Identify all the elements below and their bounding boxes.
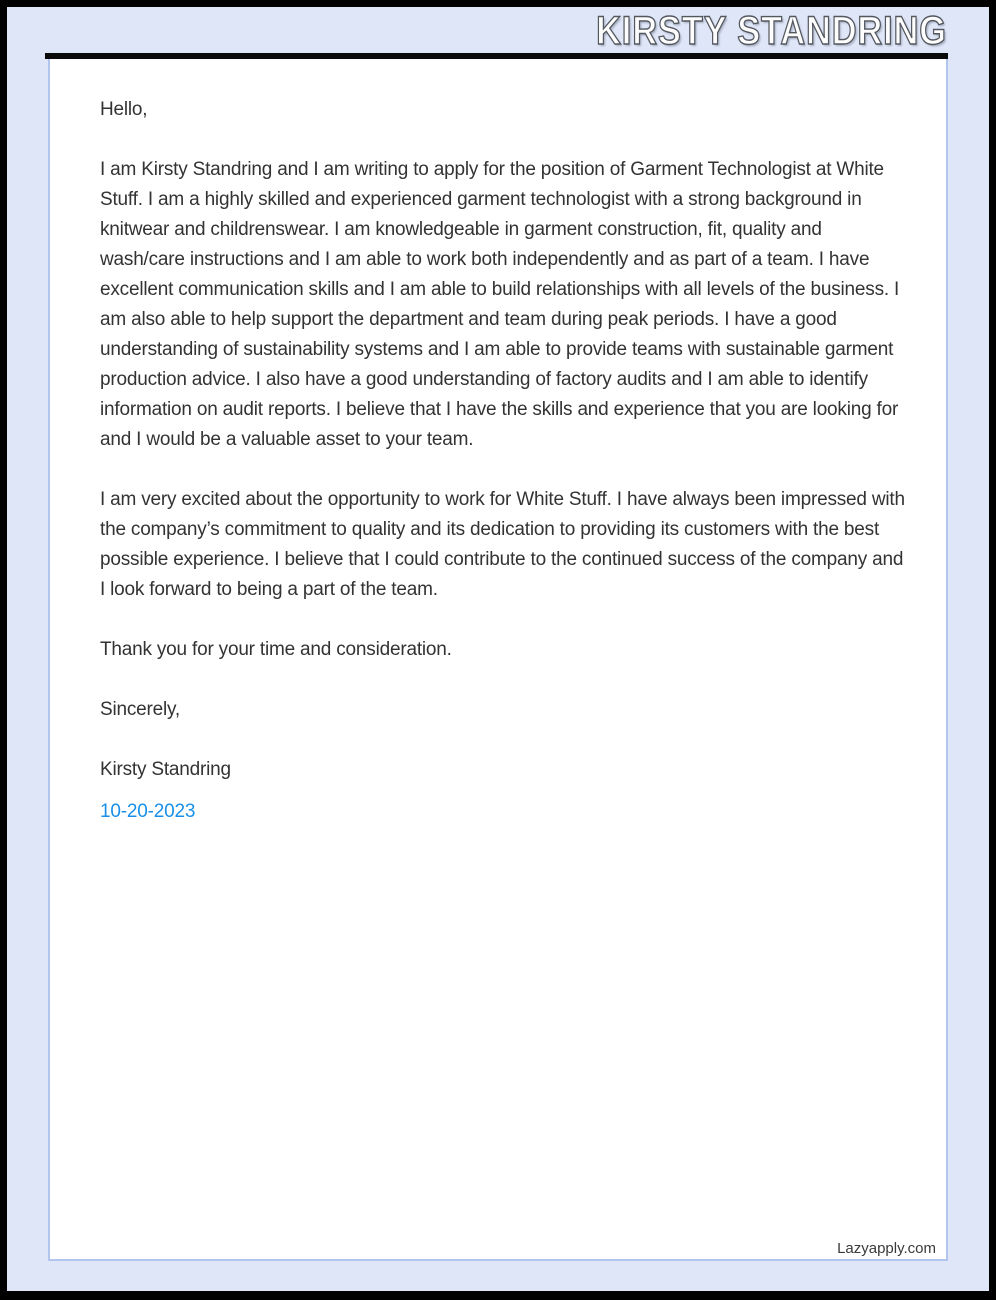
- applicant-name-heading: KIRSTY STANDRING: [596, 9, 947, 53]
- watermark-link[interactable]: Lazyapply.com: [837, 1240, 936, 1257]
- signoff-text: Sincerely,: [100, 699, 181, 720]
- letter-sheet: [48, 59, 948, 1261]
- paragraph-introduction: I am Kirsty Standring and I am writing to apply for the position of Garment Technologist at White Stuff. I am a highly skilled and experienced garment technologist with a strong background in knitwear and childrenswear. I am knowledgeable in garment construction, fit, quality and wash/care instructions and I am able to work both independently and as part of a team. I have excellent communication skills and I am able to build relationships with all levels of the business. I am also able to help support the department and team during peak periods. I have a good understanding of sustainability systems and I am able to provide teams with sustainable garment production advice. I also have a good understanding of factory audits and I am able to identify information on audit reports. I believe that I have the skills and experience that you are looking for and I would be a valuable asset to your team.: [100, 159, 900, 450]
- page-background: [7, 7, 989, 1291]
- signature-name: Kirsty Standring: [100, 759, 231, 780]
- paragraph-motivation: I am very excited about the opportunity to work for White Stuff. I have always been impressed with the company’s commitment to quality and its dedication to providing its customers with the best possible experience. I believe that I could contribute to the continued success of the company and I look forward to being a part of the team.: [100, 489, 905, 600]
- greeting-text: Hello,: [100, 99, 148, 120]
- closing-thanks-text: Thank you for your time and consideration.: [100, 639, 452, 660]
- letter-date-link[interactable]: 10-20-2023: [100, 801, 196, 822]
